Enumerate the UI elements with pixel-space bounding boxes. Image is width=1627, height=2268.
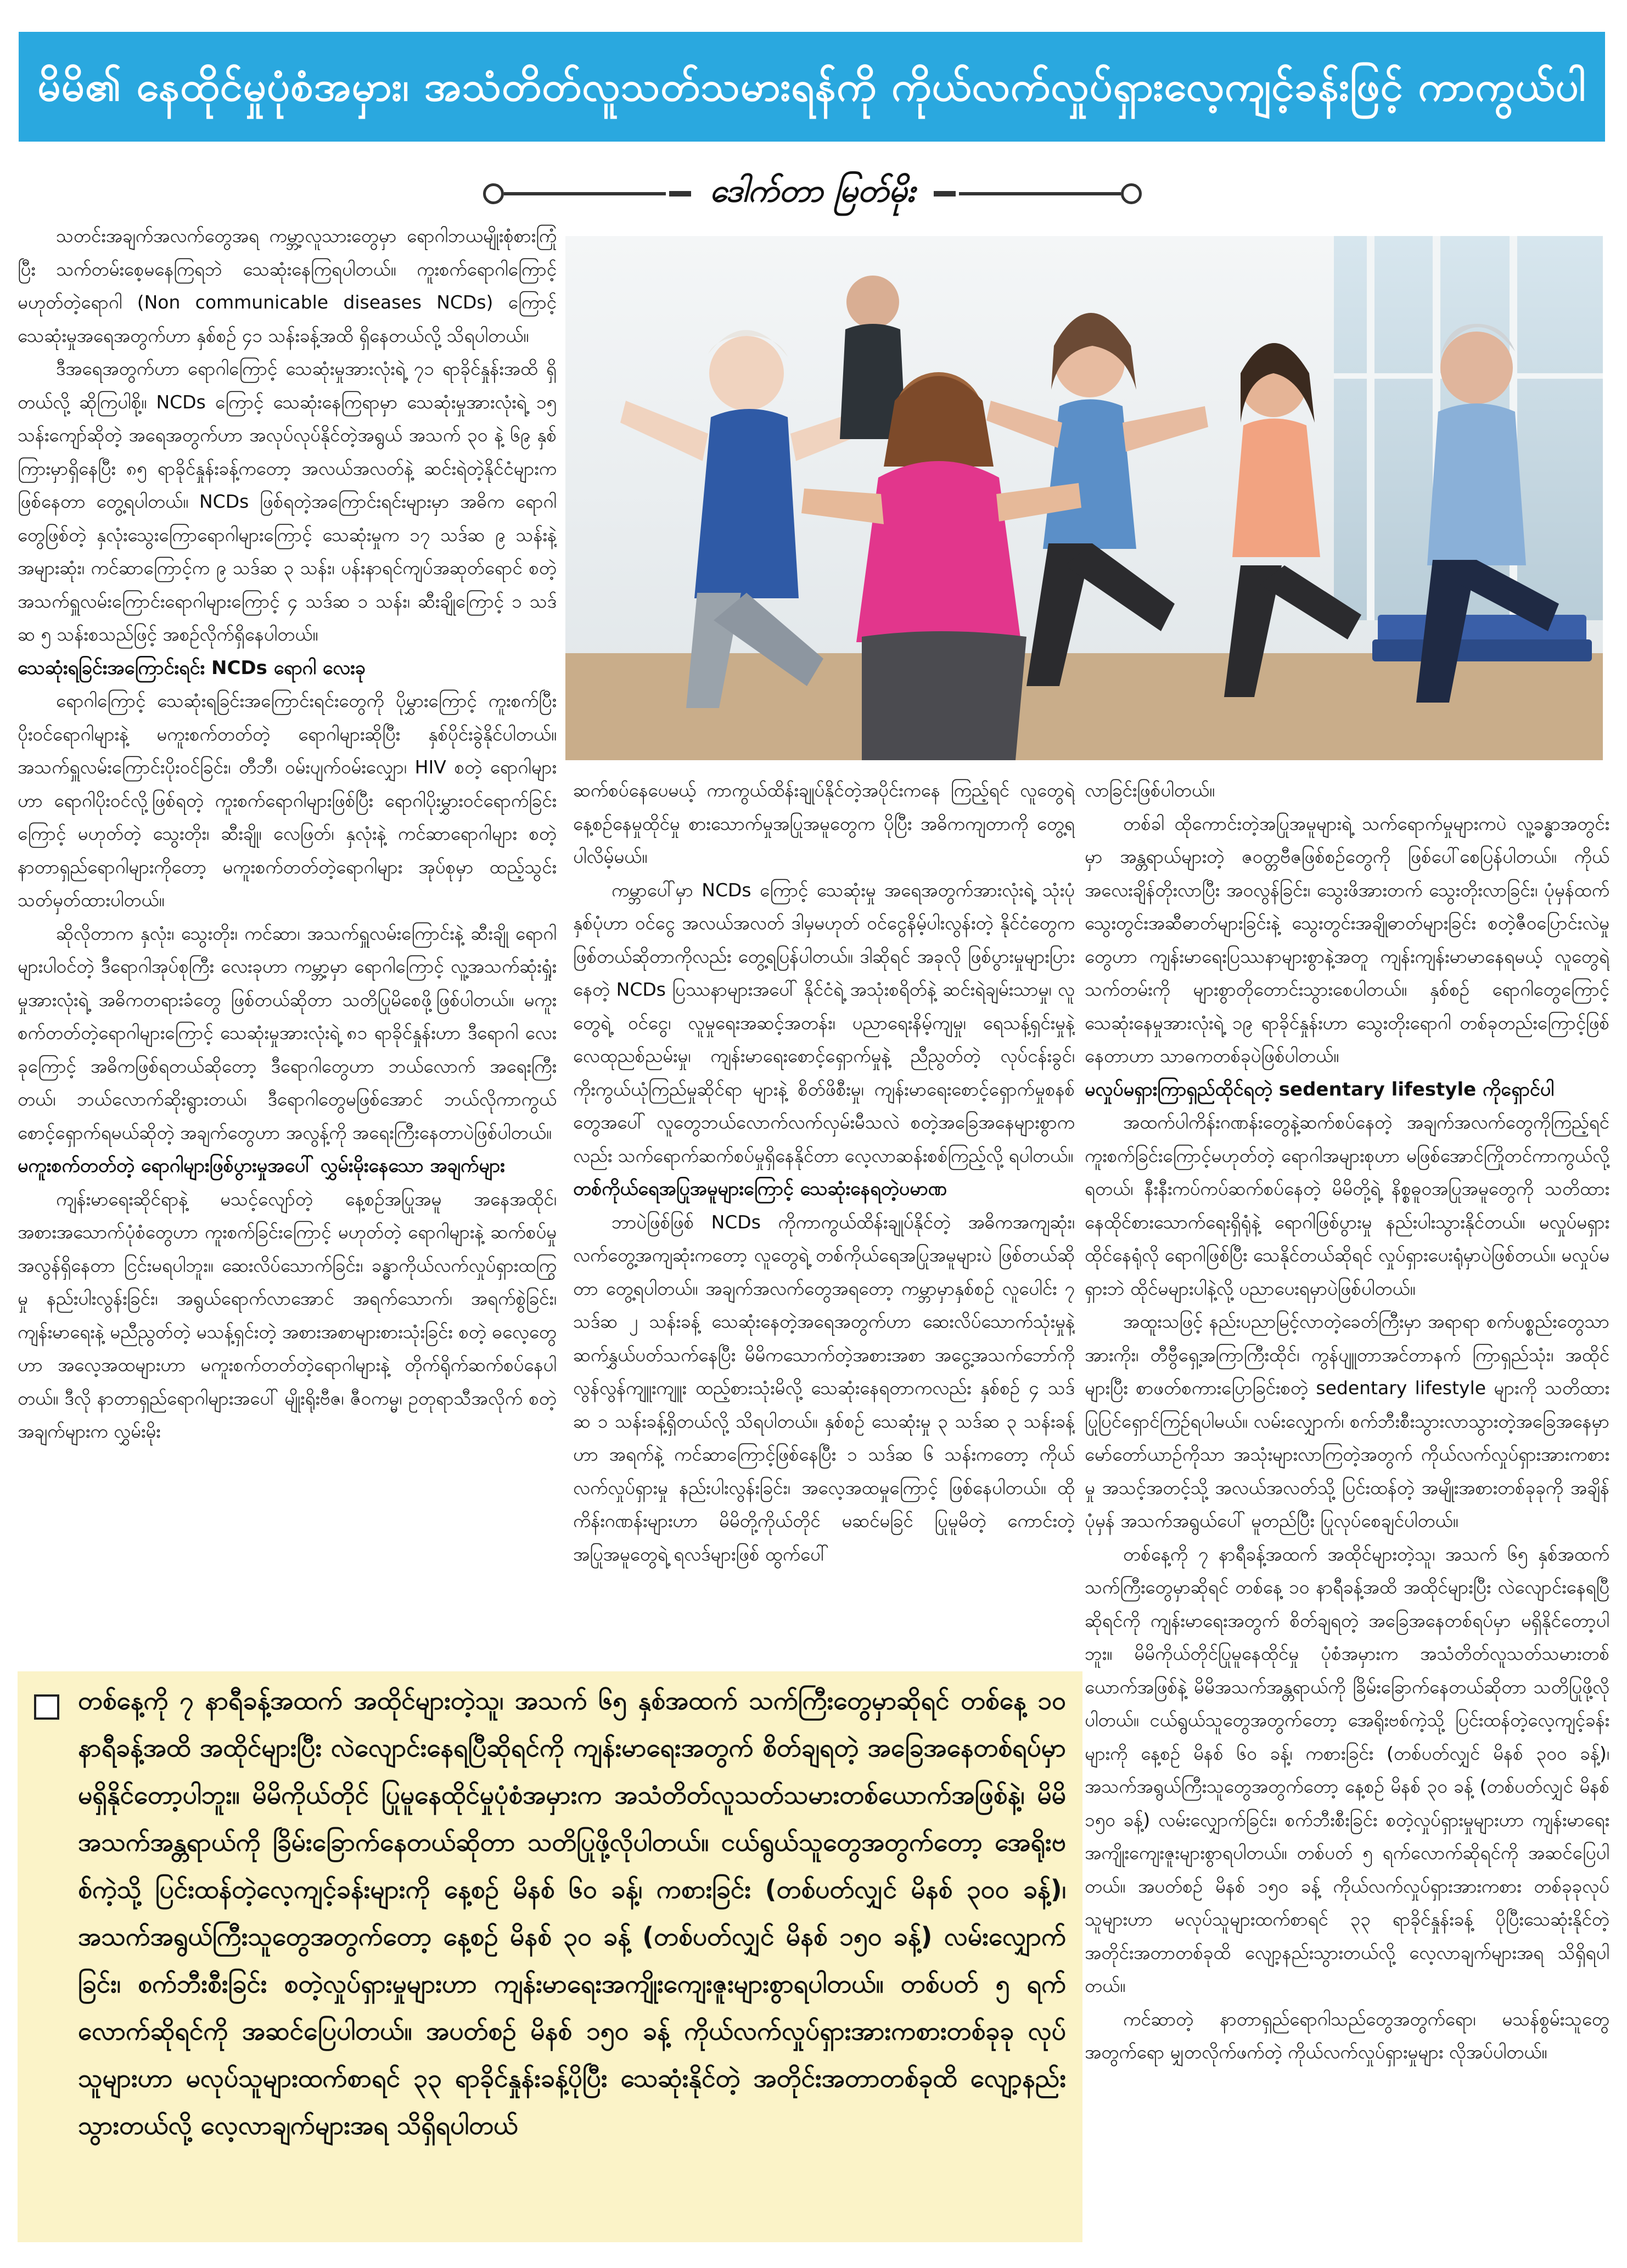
body-paragraph: ကမ္ဘာပေါ်မှာ NCDs ကြောင့် သေဆုံးမှု အရေအတွက်အားလုံးရဲ့ သုံးပုံနှစ်ပုံဟာ ဝင်ငွေ အလယ်အလတ် ဒါမှမဟုတ် ဝင်ငွေနိမ့်ပါးလွန်းတဲ့ နိုင်ငံတွေက ဖြစ်တယ်ဆိုတာကိုလည်း တွေ့ရပြန်ပါတယ်။ ဒါဆိုရင် အခုလို ဖြစ်ပွားမှုများပြားနေတဲ့ NCDs ပြဿနာများအပေါ် နိုင်ငံရဲ့ အသုံးစရိတ်နဲ့ ဆင်းရဲချမ်းသာမှု၊ လူတွေရဲ့ ဝင်ငွေ၊ လူမှုရေးအဆင့်အတန်း၊ ပညာရေးနိမ့်ကျမှု၊ ရေသန့်ရှင်းမှုနဲ့ လေထုညစ်ညမ်းမှု၊ ကျန်းမာရေးစောင့်ရှောက်မှုနဲ့ ညီညွတ်တဲ့ လုပ်ငန်းခွင်၊ ကိုးကွယ်ယုံကြည်မှုဆိုင်ရာ များနဲ့ စိတ်ဖိစီးမှု၊ ကျန်းမာရေးစောင့်ရှောက်မှုစနစ်တွေအပေါ် လူတွေဘယ်လောက်လက်လှမ်းမီသလဲ စတဲ့အခြေအနေများစွာကလည်း သက်ရောက်ဆက်စပ်မှုရှိနေနိုင်တာ လေ့လာဆန်းစစ်ကြည့်လို့ ရပါတယ်။ [573,879,1075,1166]
body-paragraph: လာခြင်းဖြစ်ပါတယ်။ [1085,779,1215,801]
checkbox-bullet-icon [34,1694,59,1720]
body-paragraph: တစ်နေ့ကို ၇ နာရီခန့်အထက် အထိုင်များတဲ့သူ၊ အသက် ၆၅ နှစ်အထက် သက်ကြီးတွေမှာဆိုရင် တစ်နေ့ ၁၀ နာရီခန့်အထိ အထိုင်များပြီး လဲလျောင်းနေရပြီဆိုရင်ကို ကျန်းမာရေးအတွက် စိတ်ချရတဲ့ အခြေအနေတစ်ရပ်မှာ မရှိနိုင်တော့ပါဘူး။ မိမိကိုယ်တိုင်ပြုမူနေထိုင်မှု ပုံစံအမှားက အသံတိတ်လူသတ်သမားတစ်ယောက်အဖြစ်နဲ့ မိမိအသက်အန္တရာယ်ကို ခြိမ်းခြောက်နေတယ်ဆိုတာ သတိပြုဖို့လိုပါတယ်။ ငယ်ရွယ်သူတွေအတွက်တော့ အေရိုးဗစ်ကဲ့သို့ ပြင်းထန်တဲ့လေ့ကျင့်ခန်းများကို နေ့စဉ် မိနစ် ၆၀ ခန့်၊ ကစားခြင်း (တစ်ပတ်လျှင် မိနစ် ၃၀၀ ခန့်)၊ အသက်အရွယ်ကြီးသူတွေအတွက်တော့ နေ့စဉ် မိနစ် ၃၀ ခန့် (တစ်ပတ်လျှင် မိနစ် ၁၅၀ ခန့်) လမ်းလျှောက်ခြင်း၊ စက်ဘီးစီးခြင်း စတဲ့လှုပ်ရှားမှုများဟာ ကျန်းမာရေးအကျိုးကျေးဇူးများစွာရပါတယ်။ တစ်ပတ် ၅ ရက်လောက်ဆိုရင်ကို အဆင်ပြေပါတယ်။ အပတ်စဉ် မိနစ် ၁၅၀ ခန့် ကိုယ်လက်လှုပ်ရှားအားကစား တစ်ခုခုလုပ်သူများဟာ မလုပ်သူများထက်စာရင် ၃၃ ရာခိုင်နှုန်းခန့် ပိုပြီးသေဆုံးနိုင်တဲ့ အတိုင်းအတာတစ်ခုထိ လျော့နည်းသွားတယ်လို့ လေ့လာချက်များအရ သိရှိရပါတယ်။ [1085,1543,1609,1996]
body-paragraph: ရောဂါကြောင့် သေဆုံးရခြင်းအကြောင်းရင်းတွေကို ပိုမွှားကြောင့် ကူးစက်ပြီး ပိုးဝင်ရောဂါများနဲ့ မကူးစက်တတ်တဲ့ ရောဂါများဆိုပြီး နှစ်ပိုင်းခွဲနိုင်ပါတယ်။ အသက်ရှူလမ်းကြောင်းပိုးဝင်ခြင်း၊ တီဘီ၊ ဝမ်းပျက်ဝမ်းလျှော၊ HIV စတဲ့ ရောဂါများဟာ ရောဂါပိုးဝင်လို့ဖြစ်ရတဲ့ ကူးစက်ရောဂါများဖြစ်ပြီး ရောဂါပိုးမွှားဝင်ရောက်ခြင်းကြောင့် မဟုတ်တဲ့ သွေးတိုး၊ ဆီးချို၊ လေဖြတ်၊ နှလုံးနဲ့ ကင်ဆာရောဂါများ စတဲ့ နာတာရှည်ရောဂါများကိုတော့ မကူးစက်တတ်တဲ့ရောဂါများ အုပ်စုမှာ ထည့်သွင်းသတ်မှတ်ထားပါတယ်။ [18,690,557,911]
exercise-class-photo [565,236,1603,760]
body-paragraph: ဒီအရေအတွက်ဟာ ရောဂါကြောင့် သေဆုံးမှုအားလုံးရဲ့ ၇၁ ရာခိုင်နှုန်းအထိ ရှိတယ်လို့ ဆိုကြပါစို့။ NCDs ကြောင့် သေဆုံးနေကြရာမှာ သေဆုံးမှုအားလုံးရဲ့ ၁၅ သန်းကျော်ဆိုတဲ့ အရေအတွက်ဟာ အလုပ်လုပ်နိုင်တဲ့အရွယ် အသက် ၃၀ နဲ့ ၆၉ နှစ်ကြားမှာရှိနေပြီး ၈၅ ရာခိုင်နှုန်းခန့်ကတော့ အလယ်အလတ်နဲ့ ဆင်းရဲတဲ့နိုင်ငံများက ဖြစ်နေတာ တွေ့ရပါတယ်။ NCDs ဖြစ်ရတဲ့အကြောင်းရင်းများမှာ အဓိက ရောဂါတွေဖြစ်တဲ့ နှလုံးသွေးကြောရောဂါများကြောင့် သေဆုံးမှုက ၁၇ သဒ်ဆ ၉ သန်းနဲ့အများဆုံး၊ ကင်ဆာကြောင့်က ၉ သဒ်ဆ ၃ သန်း၊ ပန်းနာရင်ကျပ်အဆုတ်ရောင် စတဲ့အသက်ရှူလမ်းကြောင်းရောဂါများကြောင့် ၄ သဒ်ဆ ၁ သန်း၊ ဆီးချိုကြောင့် ၁ သဒ်ဆ ၅ သန်းစသည်ဖြင့် အစဉ်လိုက်ရှိနေပါတယ်။ [18,358,557,645]
article-column-3 [1085,774,1609,2245]
author-name: ဒေါက်တာ မြတ်မိုး [710,171,915,209]
ornament-dash-right [934,191,956,197]
ornament-circle-left [483,183,504,204]
article-title: မိမိ၏ နေထိုင်မှုပုံစံအမှား၊ အသံတိတ်လူသတ်သမားရန်ကို ကိုယ်လက်လှုပ်ရှားလေ့ကျင့်ခန်းဖြင့် ကာကွယ်ပါ [37,63,1586,110]
section-heading: တစ်ကိုယ်ရေအပြုအမူများကြောင့် သေဆုံးနေရတဲ့ပမာဏ [573,1178,947,1200]
body-paragraph: သတင်းအချက်အလက်တွေအရ ကမ္ဘာ့လူသားတွေမှာ ရောဂါဘယမျိုးစုံစားကြုံပြီး သက်တမ်းစေ့မနေကြရဘဲ သေဆုံးနေကြရပါတယ်။ ကူးစက်ရောဂါကြောင့် မဟုတ်တဲ့ရောဂါ (Non communicable diseases NCDs) ကြောင့် သေဆုံးမှုအရေအတွက်ဟာ နှစ်စဉ် ၄၁ သန်းခန့်အထိ ရှိနေတယ်လို့ သိရပါတယ်။ [18,225,557,346]
section-heading: သေဆုံးရခြင်းအကြောင်းရင်း NCDs ရောဂါ လေးခု [18,656,366,679]
body-paragraph: ကင်ဆာတဲ့ နာတာရှည်ရောဂါသည်တွေအတွက်ရော၊ မသန်စွမ်းသူတွေအတွက်ရော မျှတလိုက်ဖက်တဲ့ ကိုယ်လက်လှုပ်ရှားမှုများ လိုအပ်ပါတယ်။ [1085,2008,1609,2063]
ornament-rule-left [504,192,666,195]
body-paragraph: တစ်ခါ ထိုကောင်းတဲ့အပြုအမူများရဲ့ သက်ရောက်မှုများကပဲ လူ့ခန္ဓာအတွင်းမှာ အန္တရာယ်များတဲ့ ဇဝတ္တဗီဇဖြစ်စဉ်တွေကို ဖြစ်ပေါ်စေပြန်ပါတယ်။ ကိုယ်အလေးချိန်တိုးလာပြီး အဝလွန်ခြင်း၊ သွေးဖိအားတက် သွေးတိုးလာခြင်း၊ ပုံမှန်ထက် သွေးတွင်းအဆီဓာတ်များခြင်းနဲ့ သွေးတွင်းအချိုဓာတ်များခြင်း စတဲ့ဇီဝပြောင်းလဲမှုတွေဟာ ကျန်းမာရေးပြဿနာများစွာနဲ့အတူ ကျန်းကျန်းမာမာနေရမယ့် လူတွေရဲ့ သက်တမ်းကို များစွာတိုတောင်းသွားစေပါတယ်။ နှစ်စဉ် ရောဂါတွေကြောင့် သေဆုံးနေမှုအားလုံးရဲ့ ၁၉ ရာခိုင်နှုန်းဟာ သွေးတိုးရောဂါ တစ်ခုတည်းကြောင့်ဖြစ်နေတာဟာ သာဓကတစ်ခုပဲဖြစ်ပါတယ်။ [1085,812,1609,1066]
body-paragraph: ဘာပဲဖြစ်ဖြစ် NCDs ကိုကာကွယ်ထိန်းချုပ်နိုင်တဲ့ အဓိကအကျဆုံး၊ လက်တွေ့အကျဆုံးကတော့ လူတွေရဲ့ တစ်ကိုယ်ရေအပြုအမူများပဲ ဖြစ်တယ်ဆိုတာ တွေ့ရပါတယ်။ အချက်အလက်တွေအရတော့ ကမ္ဘာမှာနှစ်စဉ် လူပေါင်း ၇ သဒ်ဆ ၂ သန်းခန့် သေဆုံးနေတဲ့အရေအတွက်ဟာ ဆေးလိပ်သောက်သုံးမှုနဲ့ ဆက်နွှယ်ပတ်သက်နေပြီး မိမိကသောက်တဲ့အစားအစာ အငွေ့အသက်ဘော်ကို လွန်လွန်ကျူးကျူး ထည့်စားသုံးမိလို့ သေဆုံးနေရတာကလည်း နှစ်စဉ် ၄ သဒ်ဆ ၁ သန်းခန့်ရှိတယ်လို့ သိရပါတယ်။ နှစ်စဉ် သေဆုံးမှု ၃ သဒ်ဆ ၃ သန်းခန့်ဟာ အရက်နဲ့ ကင်ဆာကြောင့်ဖြစ်နေပြီး ၁ သဒ်ဆ ၆ သန်းကတော့ ကိုယ်လက်လှုပ်ရှားမှု နည်းပါးလွန်းခြင်း၊ အလေ့အထမှုကြောင့် ဖြစ်နေပါတယ်။ ထိုကိန်းဂဏန်းများဟာ မိမိတို့ကိုယ်တိုင် မဆင်မခြင် ပြုမူမိတဲ့ ကောင်းတဲ့ အပြုအမူတွေရဲ့ ရလဒ်များဖြစ် ထွက်ပေါ် [573,1211,1075,1565]
headline-banner [19,32,1605,142]
section-heading: မလှုပ်မရှားကြာရှည်ထိုင်ရတဲ့ sedentary lifestyle ကိုရှောင်ပါ [1085,1078,1555,1101]
section-heading: မကူးစက်တတ်တဲ့ ရောဂါများဖြစ်ပွားမှုအပေါ် လွှမ်းမိုးနေသော အချက်များ [18,1155,505,1177]
body-paragraph: ဆိုလိုတာက နှလုံး၊ သွေးတိုး၊ ကင်ဆာ၊ အသက်ရှူလမ်းကြောင်းနဲ့ ဆီးချို ရောဂါများပါဝင်တဲ့ ဒီရောဂါအုပ်စုကြီး လေးခုဟာ ကမ္ဘာ့မှာ ရောဂါကြောင့် လူ့အသက်ဆုံးရှုံးမှုအားလုံးရဲ့ အဓိကတရားခံတွေ ဖြစ်တယ်ဆိုတာ သတိပြုမိစေဖို့ဖြစ်ပါတယ်။ မကူးစက်တတ်တဲ့ရောဂါများကြောင့် သေဆုံးမှုအားလုံးရဲ့ ၈၁ ရာခိုင်နှုန်းဟာ ဒီရောဂါ လေးခုကြောင့် အဓိကဖြစ်ရတယ်ဆိုတော့ ဒီရောဂါတွေဟာ ဘယ်လောက် အရေးကြီးတယ်၊ ဘယ်လောက်ဆိုးရွားတယ်၊ ဒီရောဂါတွေမဖြစ်အောင် ဘယ်လိုကာကွယ်စောင့်ရှောက်ရမယ်ဆိုတဲ့ အချက်တွေဟာ အလွန့်ကို အရေးကြီးနေတာပဲဖြစ်ပါတယ်။ [18,922,557,1143]
body-paragraph: ကျန်းမာရေးဆိုင်ရာနဲ့ မသင့်လျော်တဲ့ နေ့စဉ်အပြုအမူ အနေအထိုင်၊ အစားအသောက်ပုံစံတွေဟာ ကူးစက်ခြင်းကြောင့် မဟုတ်တဲ့ ရောဂါများနဲ့ ဆက်စပ်မှုအလွန်ရှိနေတာ ငြင်းမရပါဘူး။ ဆေးလိပ်သောက်ခြင်း၊ ခန္ဓာကိုယ်လက်လှုပ်ရှားထကြွမှု နည်းပါးလွန်းခြင်း၊ အရွယ်ရောက်လာအောင် အရက်သောက်၊ အရက်စွဲခြင်း၊ ကျန်းမာရေးနဲ့ မညီညွတ်တဲ့ မသန့်ရှင်းတဲ့ အစားအစာများစားသုံးခြင်း စတဲ့ ဓလေ့တွေဟာ အလေ့အထများဟာ မကူးစက်တတ်တဲ့ရောဂါများနဲ့ တိုက်ရိုက်ဆက်စပ်နေပါတယ်။ ဒီလို နာတာရှည်ရောဂါများအပေါ် မျိုးရိုးဗီဇ၊ ဇီဝကမ္မ၊ ဥတုရာသီအလိုက် စတဲ့အချက်များက လွှမ်းမိုး [18,1188,557,1442]
ornament-circle-right [1121,183,1142,204]
pull-quote-text: တစ်နေ့ကို ၇ နာရီခန့်အထက် အထိုင်များတဲ့သူ၊ အသက် ၆၅ နှစ်အထက် သက်ကြီးတွေမှာဆိုရင် တစ်နေ့ ၁၀ နာရီခန့်အထိ အထိုင်များပြီး လဲလျောင်းနေရပြီဆိုရင်ကို ကျန်းမာရေးအတွက် စိတ်ချရတဲ့ အခြေအနေတစ်ရပ်မှာ မရှိနိုင်တော့ပါဘူး။ မိမိကိုယ်တိုင် ပြုမူနေထိုင်မှုပုံစံအမှားက အသံတိတ်လူသတ်သမားတစ်ယောက်အဖြစ်နဲ့၊ မိမိအသက်အန္တရာယ်ကို ခြိမ်းခြောက်နေတယ်ဆိုတာ သတိပြုဖို့လိုပါတယ်။ ငယ်ရွယ်သူတွေအတွက်တော့ အေရိုးဗစ်ကဲ့သို့ ပြင်းထန်တဲ့လေ့ကျင့်ခန်းများကို နေ့စဉ် မိနစ် ၆၀ ခန့်၊ ကစားခြင်း (တစ်ပတ်လျှင် မိနစ် ၃၀၀ ခန့်)၊ အသက်အရွယ်ကြီးသူတွေအတွက်တော့ နေ့စဉ် မိနစ် ၃၀ ခန့် (တစ်ပတ်လျှင် မိနစ် ၁၅၀ ခန့်) လမ်းလျှောက်ခြင်း၊ စက်ဘီးစီးခြင်း စတဲ့လှုပ်ရှားမှုများဟာ ကျန်းမာရေးအကျိုးကျေးဇူးများစွာရပါတယ်။ တစ်ပတ် ၅ ရက်လောက်ဆိုရင်ကို အဆင်ပြေပါတယ်။ အပတ်စဉ် မိနစ် ၁၅၀ ခန့် ကိုယ်လက်လှုပ်ရှားအားကစားတစ်ခုခု လုပ်သူများဟာ မလုပ်သူများထက်စာရင် ၃၃ ရာခိုင်နှုန်းခန့်ပိုပြီး သေဆုံးနိုင်တဲ့ အတိုင်းအတာတစ်ခုထိ လျော့နည်းသွားတယ်လို့ လေ့လာချက်များအရ သိရှိရပါတယ် [78,1686,1066,2140]
ornament-dash-left [669,191,691,197]
byline [483,164,1142,224]
article-column-1 [18,220,557,1663]
pull-quote-box [18,1671,1082,2242]
body-paragraph: ဆက်စပ်နေပေမယ့် ကာကွယ်ထိန်းချုပ်နိုင်တဲ့အပိုင်းကနေ ကြည့်ရင် လူတွေရဲ့ နေ့စဉ်နေမှုထိုင်မှု စားသောက်မှုအပြုအမူတွေက ပိုပြီး အဓိကကျတာကို တွေ့ရပါလိမ့်မယ်။ [573,779,1075,867]
body-paragraph: အထက်ပါကိန်းဂဏန်းတွေနဲ့ဆက်စပ်နေတဲ့ အချက်အလက်တွေကိုကြည့်ရင် ကူးစက်ခြင်းကြောင့်မဟုတ်တဲ့ ရောဂါအများစုဟာ မဖြစ်အောင်ကြိုတင်ကာကွယ်လို့ရတယ်၊ နီးနီးကပ်ကပ်ဆက်စပ်နေတဲ့ မိမိတို့ရဲ့ နိစ္စဓူဝအပြုအမူတွေကို သတိထားနေထိုင်စားသောက်ရေးရှိရုံနဲ့ ရောဂါဖြစ်ပွားမှု နည်းပါးသွားနိုင်တယ်။ မလှုပ်မရှားထိုင်နေရုံလို ရောဂါဖြစ်ပြီး သေနိုင်တယ်ဆိုရင် လှုပ်ရှားပေးရုံမှာပဲဖြစ်တယ်။ မလှုပ်မရှားဘဲ ထိုင်မများပါနဲ့လို့ ပညာပေးရမှာပဲဖြစ်ပါတယ်။ [1085,1111,1609,1299]
article-column-2 [573,774,1075,1688]
body-paragraph: အထူးသဖြင့် နည်းပညာမြင့်လာတဲ့ခေတ်ကြီးမှာ အရာရာ စက်ပစ္စည်းတွေသာအားကိုး၊ တီဗွီရှေ့အကြာကြီးထိုင်၊ ကွန်ပျူတာအင်တာနက် ကြာရှည်သုံး၊ အထိုင်များပြီး စာဖတ်စကားပြောခြင်းစတဲ့ sedentary lifestyle များကို သတိထားပြုပြင်ရှောင်ကြဉ်ရပါမယ်။ လမ်းလျှောက်၊ စက်ဘီးစီးသွားလာသွားတဲ့အခြေအနေမှာ မော်တော်ယာဉ်ကိုသာ အသုံးများလာကြတဲ့အတွက် ကိုယ်လက်လှုပ်ရှားအားကစားမှု အသင့်အတင့်သို့ အလယ်အလတ်သို့ ပြင်းထန်တဲ့ အမျိုးအစားတစ်ခုခုကို အချိန်ပုံမှန် အသက်အရွယ်ပေါ် မူတည်ပြီး ပြုလုပ်စေချင်ပါတယ်။ [1085,1311,1609,1531]
ornament-rule-right [959,192,1121,195]
